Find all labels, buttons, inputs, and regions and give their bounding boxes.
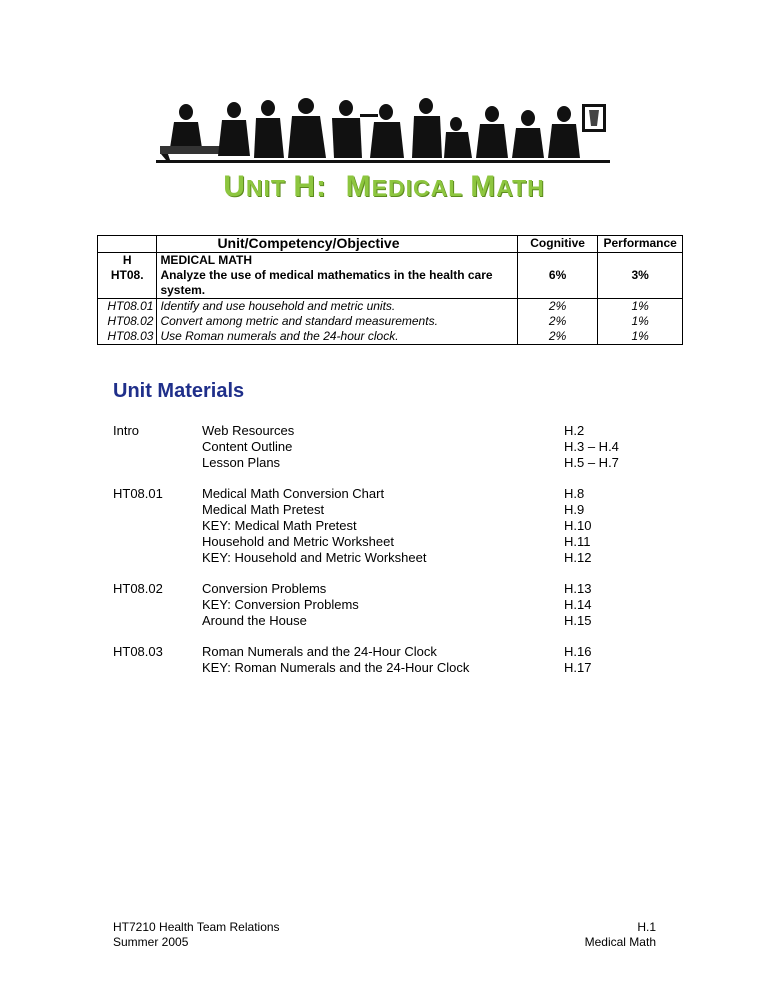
header-performance xyxy=(598,236,683,253)
material-page: H.8 xyxy=(564,486,585,501)
materials-group-code: HT08.03 xyxy=(113,644,163,659)
material-page: H.15 xyxy=(564,613,592,628)
unit-materials-heading: Unit Materials xyxy=(113,380,245,402)
material-item: Conversion Problems xyxy=(202,581,327,596)
material-item: KEY: Roman Numerals and the 24-Hour Clock xyxy=(202,660,470,675)
materials-pages xyxy=(564,423,619,471)
materials-pages xyxy=(564,581,591,629)
objective-cognitive-value: 2% xyxy=(548,314,567,328)
material-page: H.12 xyxy=(564,550,592,565)
material-item: Medical Math Pretest xyxy=(202,502,325,517)
material-item: KEY: Household and Metric Worksheet xyxy=(202,550,427,565)
material-page: H.13 xyxy=(564,581,592,596)
material-page: H.17 xyxy=(564,660,592,675)
material-item: Roman Numerals and the 24-Hour Clock xyxy=(202,644,437,659)
material-page: H.5 – H.7 xyxy=(564,455,619,470)
objective-text: Identify and use household and metric units. xyxy=(160,299,396,313)
material-item: Household and Metric Worksheet xyxy=(202,534,394,549)
header-objective-label: Unit/Competency/Objective xyxy=(217,235,400,251)
materials-group-code: HT08.01 xyxy=(113,486,163,501)
material-page: H.11 xyxy=(564,534,591,549)
competency-cognitive: 6% xyxy=(517,253,598,299)
competency-text: Analyze the use of medical mathematics in the health care system. xyxy=(160,268,493,297)
material-item: Lesson Plans xyxy=(202,455,281,470)
material-page: H.14 xyxy=(564,597,592,612)
objective-code: HT08.03 xyxy=(107,329,154,343)
header-code-cell xyxy=(98,236,157,253)
objective-code: HT08.01 xyxy=(107,299,154,313)
competency-description xyxy=(157,253,517,299)
material-item: Web Resources xyxy=(202,423,295,438)
materials-items xyxy=(202,423,294,471)
objective-performance-value: 1% xyxy=(631,329,649,343)
objective-text: Use Roman numerals and the 24-hour clock. xyxy=(160,329,399,343)
objective-texts xyxy=(157,299,517,345)
footer-right xyxy=(585,920,656,950)
page-title xyxy=(0,170,768,204)
material-page: H.16 xyxy=(564,644,592,659)
unit-code: H xyxy=(122,253,132,267)
material-page: H.10 xyxy=(564,518,592,533)
unit-name: MEDICAL MATH xyxy=(160,253,252,267)
title-segment: EDICAL xyxy=(371,175,471,201)
materials-group-code: Intro xyxy=(113,423,140,438)
material-item: KEY: Conversion Problems xyxy=(202,597,359,612)
title-segment: M xyxy=(470,170,497,203)
footer-left xyxy=(113,920,280,950)
materials-pages xyxy=(564,644,591,676)
material-item: KEY: Medical Math Pretest xyxy=(202,518,357,533)
footer-page-number: H.1 xyxy=(637,920,656,934)
title-segment: U xyxy=(223,170,246,203)
competency-performance: 3% xyxy=(598,253,683,299)
materials-items xyxy=(202,581,359,629)
objective-cognitive-value: 2% xyxy=(548,329,567,343)
material-item: Medical Math Conversion Chart xyxy=(202,486,385,501)
material-item: Content Outline xyxy=(202,439,293,454)
header-objective xyxy=(157,236,517,253)
objective-performance xyxy=(598,299,683,345)
material-page: H.3 – H.4 xyxy=(564,439,619,454)
competency-table xyxy=(97,235,683,345)
objective-performance-value: 1% xyxy=(631,299,649,313)
footer-unit-name: Medical Math xyxy=(584,935,656,949)
materials-items xyxy=(202,644,469,676)
objective-text: Convert among metric and standard measurements. xyxy=(160,314,438,328)
title-segment: NIT xyxy=(245,175,294,201)
footer-course: HT7210 Health Team Relations xyxy=(113,920,280,934)
material-item: Around the House xyxy=(202,613,307,628)
objective-performance-value: 1% xyxy=(631,314,649,328)
materials-items xyxy=(202,486,427,566)
title-segment: H: xyxy=(293,170,346,203)
title-segment: M xyxy=(345,170,372,203)
objective-code: HT08.02 xyxy=(107,314,154,328)
title-segment: ATH xyxy=(496,175,545,201)
objective-cognitive xyxy=(517,299,598,345)
header-cognitive xyxy=(517,236,598,253)
material-page: H.9 xyxy=(564,502,585,517)
footer-term: Summer 2005 xyxy=(113,935,189,949)
competency-code: HT08. xyxy=(110,268,144,282)
materials-pages xyxy=(564,486,591,566)
competency-codes xyxy=(98,253,157,299)
objective-codes xyxy=(98,299,157,345)
objective-cognitive-value: 2% xyxy=(548,299,567,313)
medical-staff-silhouettes xyxy=(156,98,610,166)
materials-group-code: HT08.02 xyxy=(113,581,163,596)
header-performance-label: Performance xyxy=(603,236,677,250)
material-page: H.2 xyxy=(564,423,585,438)
header-cognitive-label: Cognitive xyxy=(530,236,585,250)
